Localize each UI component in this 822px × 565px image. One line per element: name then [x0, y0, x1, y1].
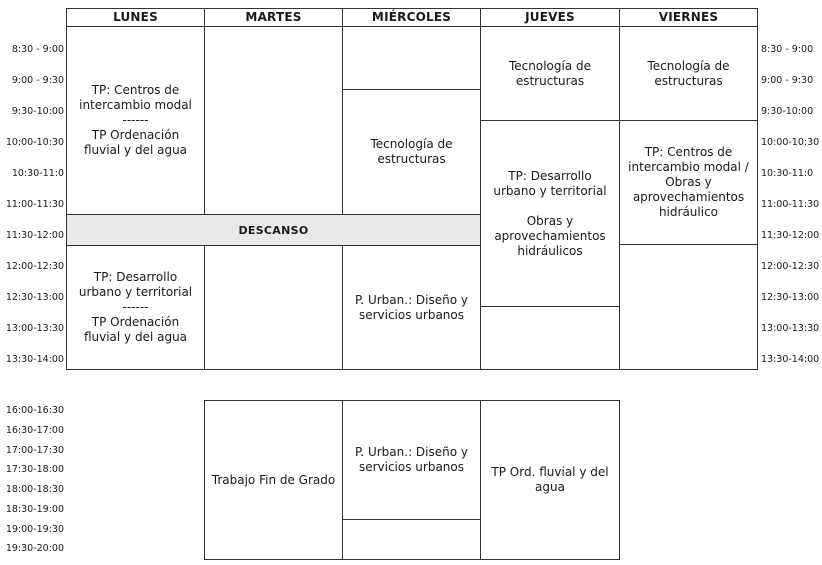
day-header-miercoles: MIÉRCOLES	[342, 8, 481, 27]
class-block-thursday-mid: TP: Desarrollo urbano y territorial Obras y aprovechamientos hidráulicos	[480, 120, 620, 307]
time-label-left: 13:30-14:00	[5, 354, 64, 365]
time-label-right: 9:30-10:00	[761, 106, 814, 117]
time-label-afternoon: 16:30-17:00	[5, 425, 64, 436]
day-header-jueves: JUEVES	[480, 8, 620, 27]
time-label-right: 13:00-13:30	[761, 323, 820, 334]
time-label-left: 11:30-12:00	[5, 230, 64, 241]
class-block-wednesday-midday: P. Urban.: Diseño y servicios urbanos	[342, 245, 481, 370]
day-header-viernes: VIERNES	[619, 8, 758, 27]
time-label-right: 12:00-12:30	[761, 261, 820, 272]
time-label-right: 12:30-13:00	[761, 292, 820, 303]
time-label-left: 10:00-10:30	[5, 137, 64, 148]
time-label-afternoon: 19:00-19:30	[5, 524, 64, 535]
class-block-monday-midday: TP: Desarrollo urbano y territorial ------ TP Ordenación fluvial y del agua	[66, 245, 205, 370]
class-block-monday-morning: TP: Centros de intercambio modal ------ TP Ordenación fluvial y del agua	[66, 26, 205, 215]
empty-slot	[204, 245, 343, 370]
time-label-right: 11:00-11:30	[761, 199, 820, 210]
time-label-right: 11:30-12:00	[761, 230, 820, 241]
time-label-left: 11:00-11:30	[5, 199, 64, 210]
empty-slot	[342, 519, 481, 560]
time-label-left: 10:30-11:0	[11, 168, 64, 179]
time-label-right: 10:30-11:0	[761, 168, 814, 179]
empty-slot	[204, 26, 343, 215]
time-label-left: 9:30-10:00	[11, 106, 64, 117]
class-block-friday-mid: TP: Centros de intercambio modal / Obras y aprovechamientos hidráulico	[619, 120, 758, 245]
time-label-left: 8:30 - 9:00	[11, 44, 64, 55]
empty-slot	[342, 26, 481, 90]
break-row: DESCANSO	[66, 214, 481, 246]
class-block-thursday-early: Tecnología de estructuras	[480, 26, 620, 121]
empty-slot	[619, 244, 758, 370]
day-header-lunes: LUNES	[66, 8, 205, 27]
time-label-afternoon: 19:30-20:00	[5, 543, 64, 554]
time-label-afternoon: 17:00-17:30	[5, 445, 64, 456]
time-label-left: 12:30-13:00	[5, 292, 64, 303]
class-block-tuesday-afternoon: Trabajo Fin de Grado	[204, 400, 343, 560]
time-label-afternoon: 16:00-16:30	[5, 405, 64, 416]
class-block-thursday-afternoon: TP Ord. fluvial y del agua	[480, 400, 620, 560]
time-label-afternoon: 17:30-18:00	[5, 464, 64, 475]
class-block-friday-early: Tecnología de estructuras	[619, 26, 758, 121]
time-label-right: 8:30 - 9:00	[761, 44, 814, 55]
time-label-right: 10:00-10:30	[761, 137, 820, 148]
day-header-martes: MARTES	[204, 8, 343, 27]
time-label-left: 9:00 - 9:30	[11, 75, 64, 86]
empty-slot	[480, 306, 620, 370]
time-label-left: 13:00-13:30	[5, 323, 64, 334]
class-block-wednesday-afternoon: P. Urban.: Diseño y servicios urbanos	[342, 400, 481, 520]
time-label-left: 12:00-12:30	[5, 261, 64, 272]
class-block-wednesday-morning: Tecnología de estructuras	[342, 89, 481, 215]
time-label-right: 9:00 - 9:30	[761, 75, 814, 86]
time-label-right: 13:30-14:00	[761, 354, 820, 365]
time-label-afternoon: 18:00-18:30	[5, 484, 64, 495]
time-label-afternoon: 18:30-19:00	[5, 504, 64, 515]
